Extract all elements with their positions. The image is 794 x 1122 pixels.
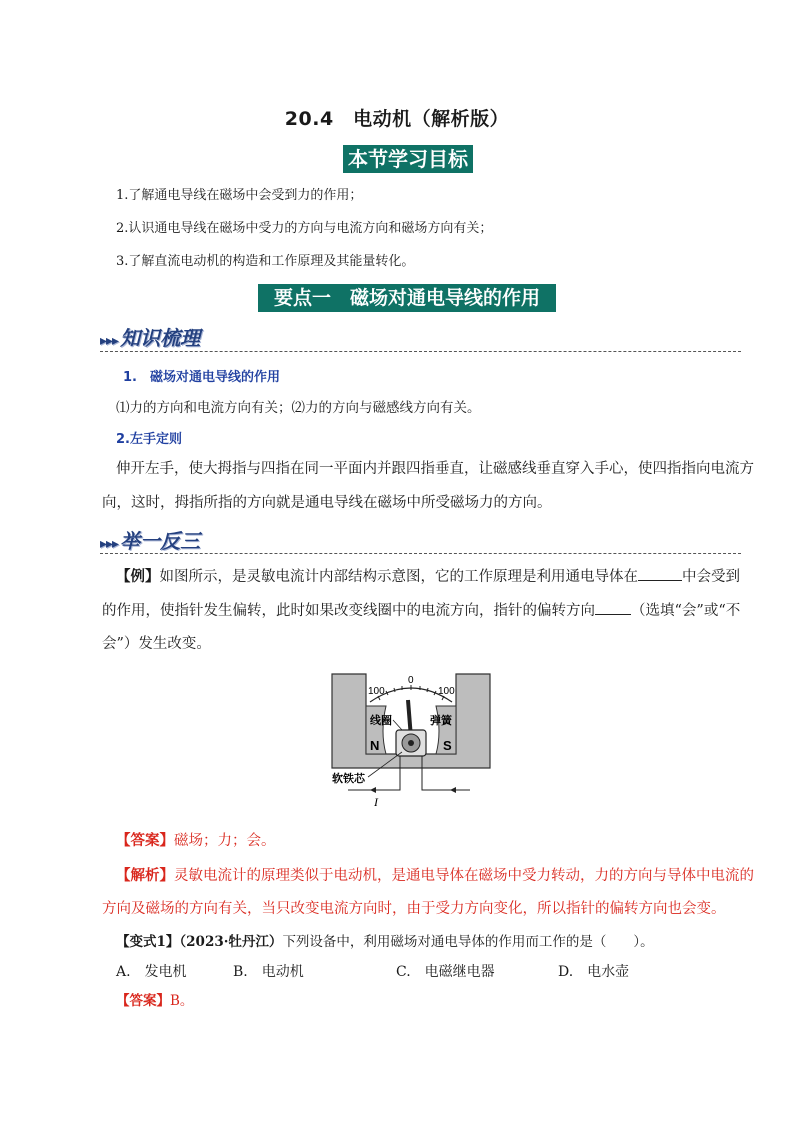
current-arrow-icon [370,787,376,793]
answer-blank [638,566,682,581]
answer-tag: 【答案】 [116,832,174,849]
spring-label: 弹簧 [430,714,452,727]
example-text: 中会受到 [682,569,740,585]
example-text: 如图所示，是灵敏电流计内部结构示意图，它的工作原理是利用通电导体在 [159,569,638,585]
scale-zero-label: 0 [408,675,414,686]
triple-arrow-icon: ▸▸▸ [100,333,119,349]
choice-d: D. 电水壶 [558,964,630,980]
knowledge-heading-1: 1. 磁场对通电导线的作用 [123,370,280,385]
choice-b: B. 电动机 [233,964,304,980]
coil-label: 线圈 [370,714,392,727]
knowledge-banner [100,322,200,351]
choice-c: C. 电磁继电器 [396,964,495,980]
example-text: 的作用，使指针发生偏转，此时如果改变线圈中的电流方向，指针的偏转方向 [102,603,595,619]
variant-question [116,932,654,952]
objective-item-2: 2.认识通电导线在磁场中受力的方向与电流方向和磁场方向有关； [116,221,493,236]
analysis-text: 灵敏电流计的原理类似于电动机，是通电导体在磁场中受力转动，力的方向与导体中电流的 [174,868,754,884]
knowledge-paragraph-2b: 向，这时，拇指所指的方向就是通电导线在磁场中所受磁场力的方向。 [102,495,552,511]
objective-item-1: 1.了解通电导线在磁场中会受到力的作用； [116,188,363,203]
current-arrow-icon [450,787,456,793]
example-line-3: 会”）发生改变。 [102,636,211,652]
north-pole-label: N [370,738,380,753]
variant-answer [116,991,193,1011]
variant-answer-text: B。 [170,993,194,1009]
answer-text: 磁场；力；会。 [174,833,276,849]
choice-a: A. 发电机 [116,964,187,980]
divider [100,351,741,352]
point1-header: 要点一 磁场对通电导线的作用 [258,284,556,312]
variant-text: 下列设备中，利用磁场对通电导体的作用而工作的是（ ）。 [282,934,654,950]
galvanometer-figure [330,672,492,812]
variant-answer-tag: 【答案】 [116,993,170,1009]
variant-source: （2023·牡丹江） [179,934,283,950]
example-line-2 [102,596,740,626]
example-analysis-line-1 [116,861,754,891]
knowledge-paragraph-1: ⑴力的方向和电流方向有关；⑵力的方向与磁感线方向有关。 [116,400,481,416]
variant-tag: 【变式1】 [116,934,180,950]
scale-left-label: 100 [368,686,385,697]
triple-arrow-icon: ▸▸▸ [100,536,119,552]
example-analysis-line-2: 方向及磁场的方向有关，当只改变电流方向时，由于受力方向变化，所以指针的偏转方向也会变。 [102,901,726,917]
analysis-tag: 【解析】 [116,867,174,884]
knowledge-banner-label: 知识梳理 [120,326,201,350]
examples-banner [100,525,200,554]
objectives-header: 本节学习目标 [343,145,473,173]
core-label: 软铁芯 [332,772,365,785]
example-tag: 【例】 [116,568,160,585]
coil-leader [393,720,402,730]
page-title: 20.4 电动机（解析版） [284,108,510,130]
example-answer [116,826,276,856]
knowledge-paragraph-2a: 伸开左手，使大拇指与四指在同一平面内并跟四指垂直，让磁感线垂直穿入手心，使四指指向电流方 [116,461,754,477]
examples-banner-label: 举一反三 [120,529,201,553]
divider [100,553,741,554]
current-label: I [374,795,378,809]
answer-blank [595,600,631,615]
pivot [408,740,414,746]
south-pole-label: S [443,738,452,753]
example-text: （选填“会”或“不 [631,603,741,619]
knowledge-heading-2: 2.左手定则 [116,432,182,447]
example-line-1 [116,562,740,592]
scale-right-label: 100 [438,686,455,697]
objective-item-3: 3.了解直流电动机的构造和工作原理及其能量转化。 [116,254,415,269]
